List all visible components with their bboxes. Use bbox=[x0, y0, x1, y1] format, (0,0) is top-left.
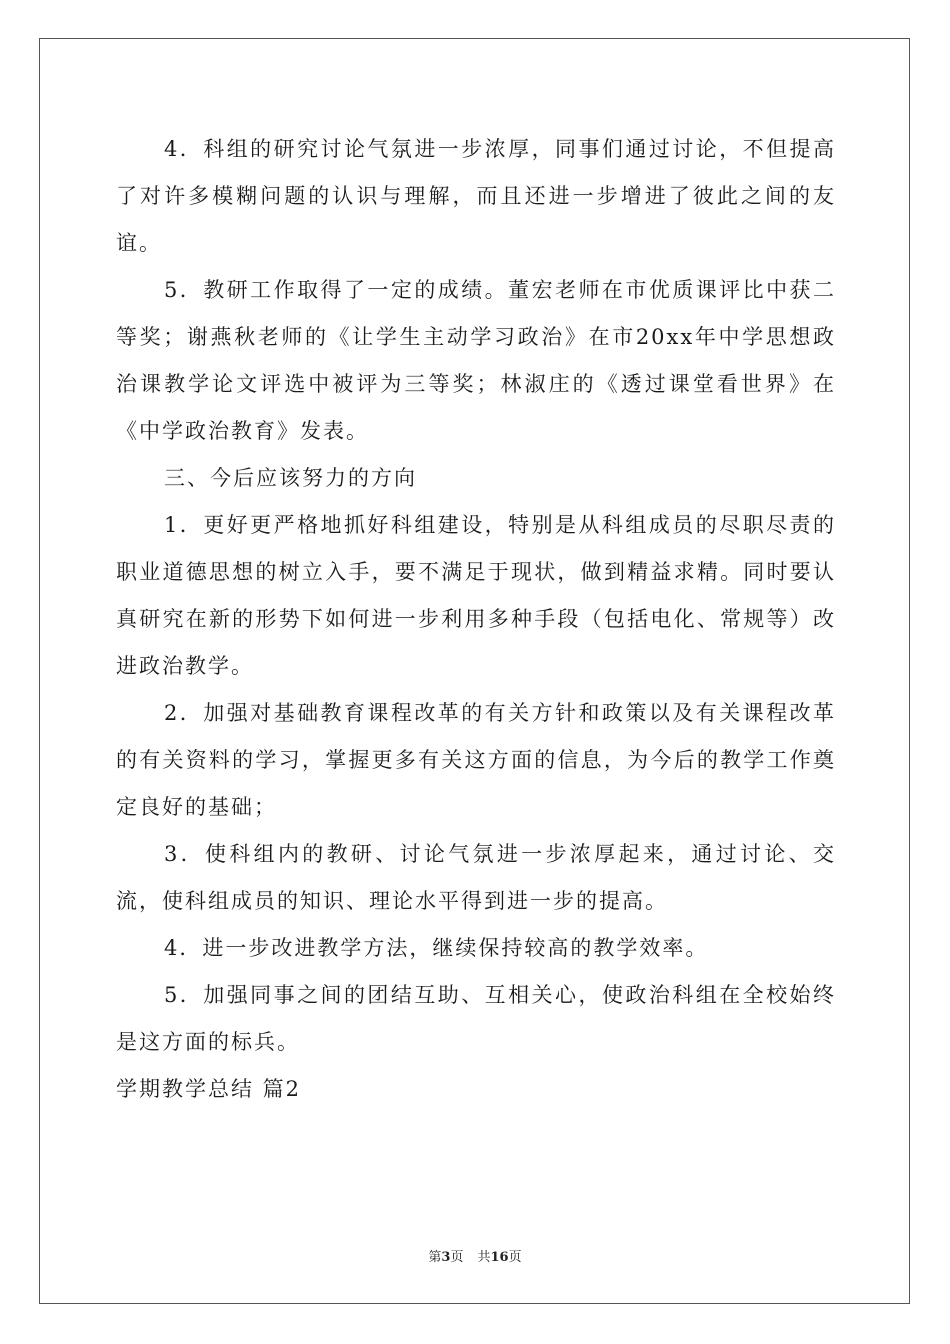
paragraph-point-4-discussion: 4．科组的研究讨论气氛进一步浓厚，同事们通过讨论，不但提高了对许多模糊问题的认识与理解，而且还进一步增进了彼此之间的友谊。 bbox=[116, 137, 836, 255]
total-prefix: 共 bbox=[477, 1250, 491, 1265]
page-prefix: 第 bbox=[428, 1250, 442, 1265]
page-total: 16 bbox=[490, 1250, 509, 1265]
paragraph-future-2: 2．加强对基础教育课程改革的有关方针和政策以及有关课程改革的有关资料的学习，掌握更多有关这方面的信息，为今后的教学工作奠定良好的基础； bbox=[116, 701, 836, 819]
paragraph-future-3: 3．使科组内的教研、讨论气氛进一步浓厚起来，通过讨论、交流，使科组成员的知识、理论水平得到进一步的提高。 bbox=[116, 842, 836, 913]
document-body bbox=[116, 126, 836, 1113]
total-suffix: 页 bbox=[508, 1250, 522, 1265]
section-heading-future-direction: 三、今后应该努力的方向 bbox=[164, 466, 417, 490]
paragraph-future-1: 1．更好更严格地抓好科组建设，特别是从科组成员的尽职尽责的职业道德思想的树立入手，要不满足于现状，做到精益求精。同时要认真研究在新的形势下如何进一步利用多种手段（包括电化、常规等）改进政治教学。 bbox=[116, 513, 836, 678]
page-current: 3 bbox=[441, 1250, 451, 1265]
paragraph-future-5: 5．加强同事之间的团结互助、互相关心，使政治科组在全校始终是这方面的标兵。 bbox=[116, 983, 836, 1054]
paragraph-point-5-achievements: 5．教研工作取得了一定的成绩。董宏老师在市优质课评比中获二等奖；谢燕秋老师的《让学生主动学习政治》在市20xx年中学思想政治课教学论文评选中被评为三等奖；林淑庄的《透过课堂看世界》在《中学政治教育》发表。 bbox=[116, 278, 836, 443]
page-footer bbox=[0, 1246, 950, 1265]
section-title-part-2: 学期教学总结 篇2 bbox=[116, 1077, 302, 1101]
paragraph-future-4: 4．进一步改进教学方法，继续保持较高的教学效率。 bbox=[164, 936, 709, 960]
page-suffix: 页 bbox=[450, 1250, 464, 1265]
